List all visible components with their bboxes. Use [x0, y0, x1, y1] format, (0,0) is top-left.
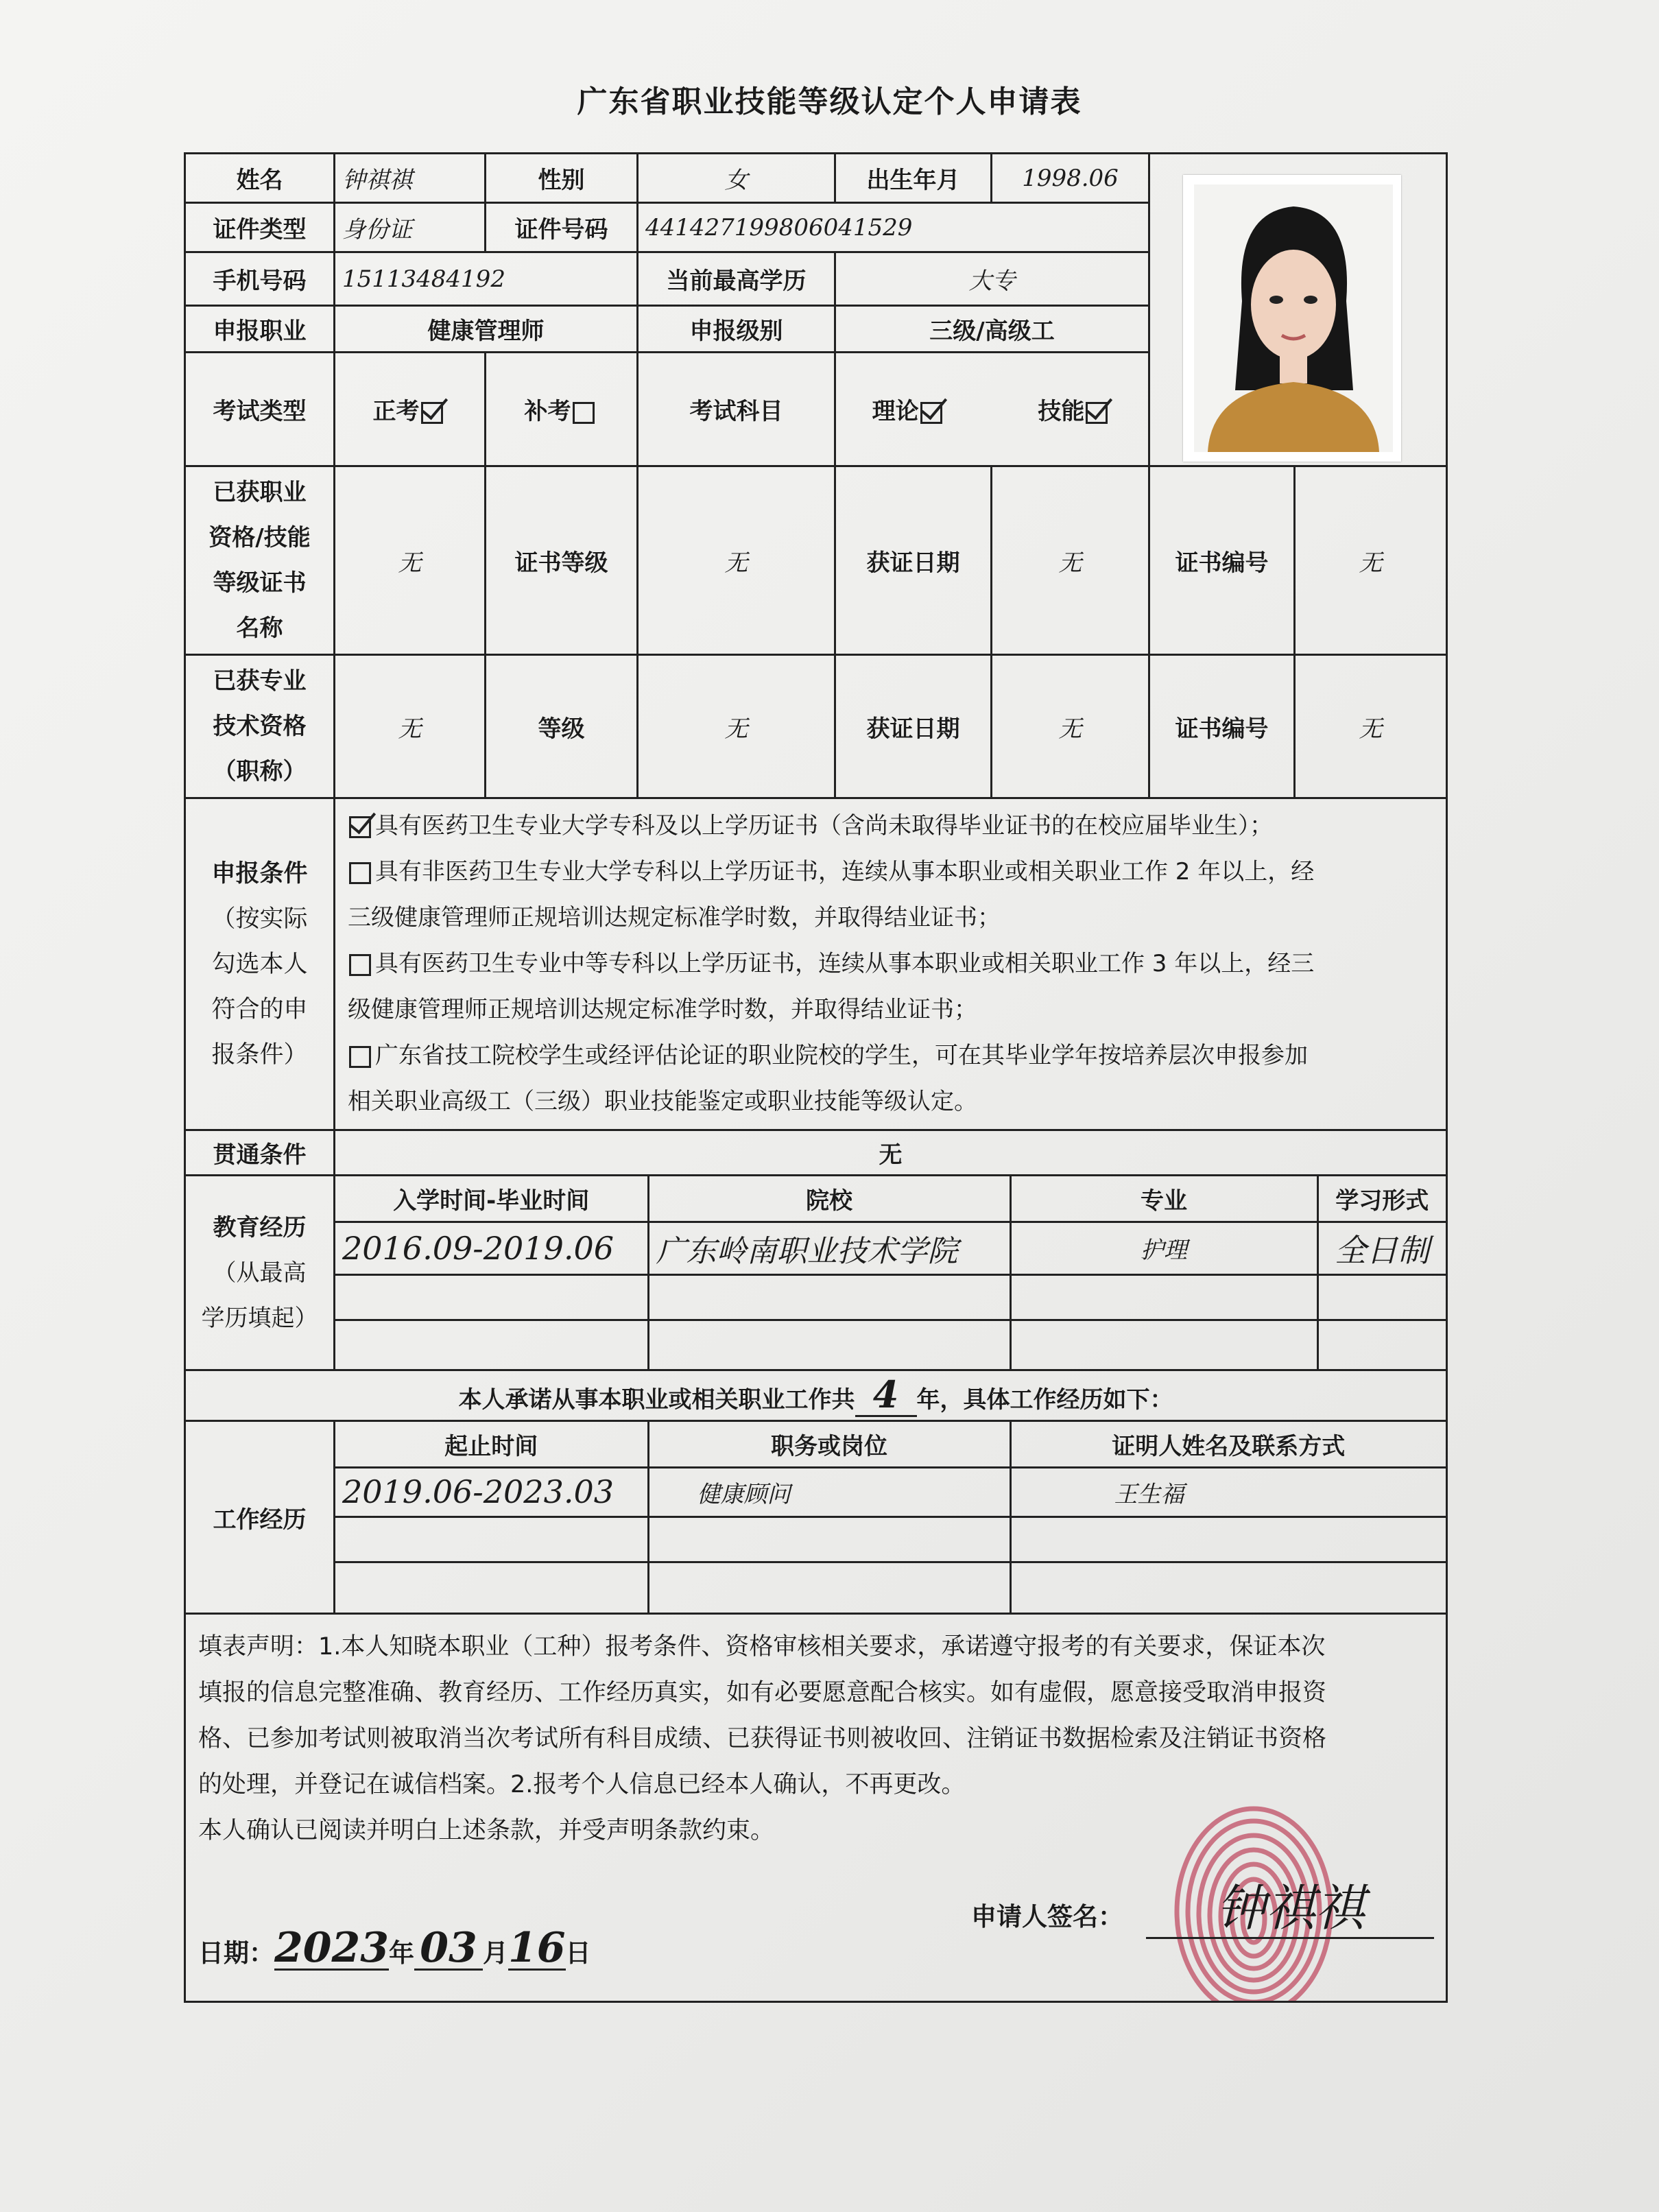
work-empty-cell[interactable]	[1010, 1517, 1446, 1562]
label-name: 姓名	[185, 154, 335, 203]
date-month[interactable]: 03	[414, 1927, 483, 1971]
label-tech-cert-no: 证书编号	[1149, 655, 1295, 798]
label-id-type: 证件类型	[185, 203, 335, 252]
condition-checkbox[interactable]	[349, 816, 371, 838]
qualification-name-value[interactable]: 无	[335, 466, 486, 655]
date-year[interactable]: 2023	[274, 1924, 389, 1972]
edu-header-school: 院校	[648, 1176, 1010, 1222]
condition-item: 具有医药卫生专业大学专科及以上学历证书（含尚未取得毕业证书的在校应届毕业生）；	[348, 803, 1433, 849]
label-grade: 等级	[486, 655, 638, 798]
work-position[interactable]: 健康顾问	[648, 1467, 1010, 1517]
table-row	[335, 1517, 1446, 1562]
edu-empty-cell[interactable]	[648, 1320, 1010, 1369]
work-header-period: 起止时间	[335, 1422, 648, 1467]
regular-exam-option[interactable]	[335, 353, 486, 466]
label-exam-type: 考试类型	[185, 353, 335, 466]
work-period[interactable]: 2019.06-2023.03	[335, 1467, 648, 1517]
theory-label: 理论	[872, 398, 919, 425]
condition-checkbox[interactable]	[349, 862, 371, 884]
work-empty-cell[interactable]	[1010, 1562, 1446, 1613]
education-table-cell	[335, 1176, 1447, 1370]
edu-header-form: 学习形式	[1317, 1176, 1446, 1222]
qualification-date-value[interactable]: 无	[992, 466, 1149, 655]
label-phone: 手机号码	[185, 252, 335, 306]
exam-subject-options	[835, 353, 1149, 466]
tech-date-value[interactable]: 无	[992, 655, 1149, 798]
work-table-cell	[335, 1421, 1447, 1614]
level-value: 三级/高级工	[835, 306, 1149, 353]
table-row	[335, 1274, 1446, 1320]
edu-empty-cell[interactable]	[335, 1274, 648, 1320]
work-header-witness: 证明人姓名及联系方式	[1010, 1422, 1446, 1467]
occupation-value: 健康管理师	[335, 306, 638, 353]
tech-no-value[interactable]: 无	[1295, 655, 1447, 798]
edu-empty-cell[interactable]	[1317, 1274, 1446, 1320]
regular-checkbox[interactable]	[421, 402, 443, 424]
gender-value[interactable]: 女	[638, 154, 835, 203]
makeup-exam-option[interactable]	[486, 353, 638, 466]
edu-form[interactable]: 全日制	[1317, 1222, 1446, 1274]
id-no-value[interactable]: 441427199806041529	[638, 203, 1149, 252]
regular-exam-label: 正考	[372, 398, 420, 425]
form-title: 广东省职业技能等级认定个人申请表	[577, 84, 1082, 119]
qualification-level-value[interactable]: 无	[638, 466, 835, 655]
id-photo	[1183, 175, 1401, 462]
label-tech-issue-date: 获证日期	[835, 655, 992, 798]
label-level: 申报级别	[638, 306, 835, 353]
skill-label: 技能	[1038, 398, 1085, 425]
label-gender: 性别	[486, 154, 638, 203]
label-id-no: 证件号码	[486, 203, 638, 252]
edu-empty-cell[interactable]	[648, 1274, 1010, 1320]
id-type-value[interactable]: 身份证	[335, 203, 486, 252]
condition-item: 广东省技工院校学生或经评估论证的职业院校的学生，可在其毕业学年按培养层次申报参加	[348, 1033, 1433, 1079]
label-conditions: 申报条件 （按实际 勾选本人 符合的申 报条件）	[185, 798, 335, 1130]
education-value[interactable]: 大专	[835, 252, 1149, 306]
edu-header-major: 专业	[1010, 1176, 1317, 1222]
edu-header-period: 入学时间-毕业时间	[335, 1176, 648, 1222]
label-work-history: 工作经历	[185, 1421, 335, 1614]
birth-value[interactable]: 1998.06	[992, 154, 1149, 203]
label-education: 当前最高学历	[638, 252, 835, 306]
signature-label: 申请人签名：	[971, 1902, 1123, 1931]
label-qualification: 已获职业 资格/技能 等级证书 名称	[185, 466, 335, 655]
table-row	[335, 1222, 1446, 1274]
declaration-section	[185, 1614, 1447, 2002]
condition-checkbox[interactable]	[349, 1046, 371, 1068]
label-birth: 出生年月	[835, 154, 992, 203]
label-through: 贯通条件	[185, 1130, 335, 1176]
edu-empty-cell[interactable]	[335, 1320, 648, 1369]
edu-period[interactable]: 2016.09-2019.06	[335, 1222, 648, 1274]
condition-checkbox[interactable]	[349, 954, 371, 976]
work-table	[335, 1422, 1446, 1613]
edu-empty-cell[interactable]	[1317, 1320, 1446, 1369]
work-empty-cell[interactable]	[648, 1517, 1010, 1562]
through-value: 无	[335, 1130, 1447, 1176]
edu-empty-cell[interactable]	[1010, 1274, 1317, 1320]
work-header-position: 职务或岗位	[648, 1422, 1010, 1467]
phone-value[interactable]: 15113484192	[335, 252, 638, 306]
education-table	[335, 1176, 1446, 1369]
conditions-list: 具有医药卫生专业大学专科及以上学历证书（含尚未取得毕业证书的在校应届毕业生）； 具有非医药卫生专业大学专科以上学历证书，连续从事本职业或相关职业工作 2 年以上，经 三级健康管理师正规培训达规定标准学时数，并取得结业证书； 具有医药卫生专业中等专科以上学历证书，连续从事本职业或相关职业工作 3 年以上，经三 级健康管理师正规培训达规定标准学时数，并取得结业证书； 广东省技工院校学生或经评估论证的职业院校的学生，可在其毕业学年按培养层次申报参加 相关职业高级工（三级）职业技能鉴定或职业技能等级认定。	[335, 798, 1447, 1130]
makeup-checkbox[interactable]	[573, 402, 595, 424]
label-cert-level: 证书等级	[486, 466, 638, 655]
label-occupation: 申报职业	[185, 306, 335, 353]
label-cert-no: 证书编号	[1149, 466, 1295, 655]
declaration-text: 填表声明：1.本人知晓本职业（工种）报考条件、资格审核相关要求，承诺遵守报考的有关要求，保证本次 填报的信息完整准确、教育经历、工作经历真实，如有必要愿意配合核实。如有虚假，愿意接受取消申报资 格、已参加考试则被取消当次考试所有科目成绩、已获得证书则被收回、注销证书数据检索及注销证书资格 的处理，并登记在诚信档案。2.报考个人信息已经本人确认，不再更改。 本人确认已阅读并明白上述条款，并受声明条款约束。	[198, 1633, 1327, 1844]
table-row	[335, 1467, 1446, 1517]
photo-cell	[1149, 154, 1447, 466]
qualification-no-value[interactable]: 无	[1295, 466, 1447, 655]
edu-empty-cell[interactable]	[1010, 1320, 1317, 1369]
makeup-exam-label: 补考	[524, 398, 571, 425]
signature-field[interactable]: 钟祺祺	[1146, 1879, 1434, 1939]
work-commitment: 本人承诺从事本职业或相关职业工作共 4 年，具体工作经历如下：	[185, 1370, 1447, 1421]
work-empty-cell[interactable]	[335, 1517, 648, 1562]
table-row	[335, 1562, 1446, 1613]
label-issue-date: 获证日期	[835, 466, 992, 655]
work-empty-cell[interactable]	[335, 1562, 648, 1613]
label-tech-title: 已获专业 技术资格 （职称）	[185, 655, 335, 798]
edu-major[interactable]: 护理	[1010, 1222, 1317, 1274]
theory-checkbox[interactable]	[920, 402, 942, 424]
table-row	[335, 1320, 1446, 1369]
work-witness[interactable]: 王生福	[1010, 1467, 1446, 1517]
date-day[interactable]: 16	[508, 1924, 566, 1972]
tech-name-value[interactable]: 无	[335, 655, 486, 798]
date-line: 日期：2023年 03 月16日	[198, 1924, 591, 1972]
name-value[interactable]: 钟祺祺	[335, 154, 486, 203]
edu-school[interactable]: 广东岭南职业技术学院	[648, 1222, 1010, 1274]
work-years-value[interactable]: 4	[855, 1374, 917, 1417]
condition-item: 具有医药卫生专业中等专科以上学历证书，连续从事本职业或相关职业工作 3 年以上，经三	[348, 941, 1433, 987]
tech-level-value[interactable]: 无	[638, 655, 835, 798]
application-form	[184, 152, 1448, 2003]
skill-checkbox[interactable]	[1086, 402, 1108, 424]
label-education-history: 教育经历 （从最高 学历填起）	[185, 1176, 335, 1370]
label-exam-subject: 考试科目	[638, 353, 835, 466]
condition-item: 具有非医药卫生专业大学专科以上学历证书，连续从事本职业或相关职业工作 2 年以上，经	[348, 849, 1433, 895]
work-empty-cell[interactable]	[648, 1562, 1010, 1613]
